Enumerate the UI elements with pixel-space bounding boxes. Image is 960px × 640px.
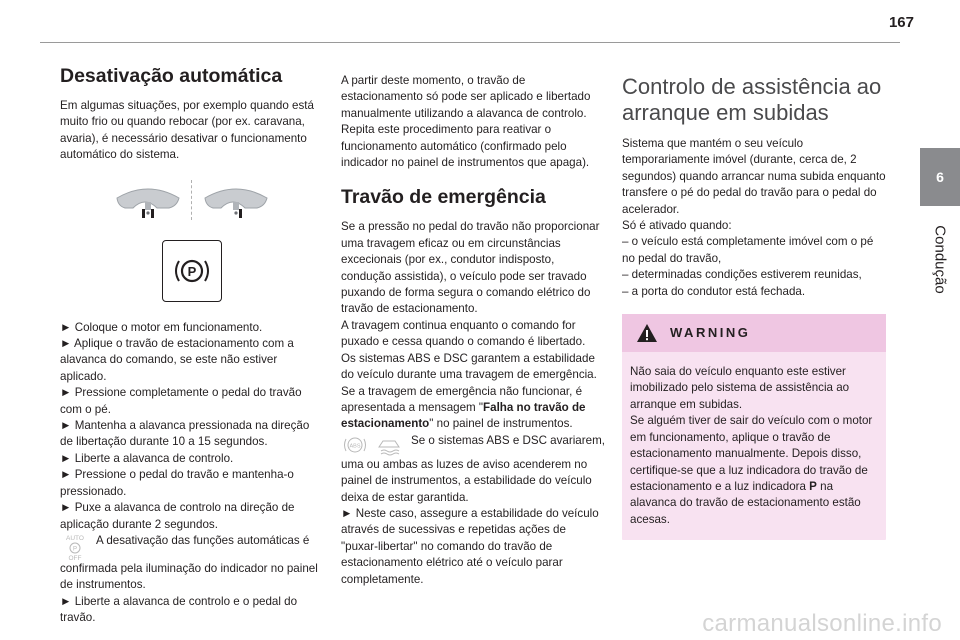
warning-p-letter: P (809, 479, 817, 493)
emergency-para-4-end: " no painel de instrumentos. (429, 417, 573, 431)
abs-label: ABS (349, 443, 361, 450)
condition-1: – o veículo está completamente imóvel com o pé no pedal do travão, (622, 235, 874, 265)
emergency-final-step: ► Neste caso, assegure a estabilidade do veículo através de sucessivas e repetidas ações de "puxar-libertar" no comando do travão de estacionamento elétrico até o veículo parar completamente. (341, 506, 599, 586)
page-number: 167 (888, 14, 914, 31)
step-5: ► Liberte a alavanca de controlo. (60, 451, 234, 465)
auto-deactivation-intro: Em algumas situações, por exemplo quando está muito frio ou quando rebocar (por ex. caravana, avaria), é necessário desativar o funcionamento automático do sistema. (60, 99, 314, 162)
section-heading-hill-start: Controlo de assistência ao arranque em subidas (622, 74, 882, 125)
auto-label: AUTO (66, 534, 84, 542)
warning-para-2-start: Se alguém tiver de sair do veículo com o motor em funcionamento, aplique o travão de estacionamento manualmente. Depois disso, certifique-se que a luz indicadora do travão de estacionamento e a luz indicadora (630, 414, 873, 493)
steering-wheel-apply-icon (199, 178, 273, 220)
emergency-para-4 (341, 384, 605, 433)
manual-mode-intro: A partir deste momento, o travão de estacionamento só pode ser aplicado e libertado manualmente utilizando a alavanca de controlo. Repita este procedimento para reativar o funcionamento automático (confirmado pelo indicador no painel de instrumentos que apaga). (341, 74, 591, 170)
step-7: ► Puxe a alavanca de controlo na direção de aplicação durante 2 segundos. (60, 501, 295, 531)
figure-separator (191, 180, 193, 220)
svg-text:P: P (72, 546, 78, 553)
emergency-para-4-start: Se a travagem de emergência não funcionar, é apresentada a mensagem " (341, 384, 583, 414)
indicator-note (60, 533, 324, 594)
warning-para-2 (630, 413, 876, 528)
abs-note (341, 433, 605, 506)
watermark: carmanualsonline.info (702, 610, 942, 637)
steering-wheel-figure (60, 178, 324, 220)
column-left (60, 64, 324, 627)
warning-triangle-icon (636, 323, 658, 343)
step-1: ► Coloque o motor em funcionamento. (60, 320, 263, 334)
abs-note-text: Se o sistemas ABS e DSC avariarem, uma ou ambas as luzes de aviso acenderem no painel de instrumentos, a estabilidade do veículo deixa de estar garantida. (341, 433, 605, 504)
step-3: ► Pressione completamente o pedal do travão com o pé. (60, 386, 302, 416)
warning-title: WARNING (670, 324, 751, 340)
abs-dsc-warning-icons (341, 433, 405, 457)
chapter-label (924, 214, 956, 304)
step-2: ► Aplique o travão de estacionamento com a alavanca do comando, se este não estiver aplicado. (60, 337, 294, 383)
section-heading-auto-deactivation: Desativação automática (60, 65, 283, 87)
step-4: ► Mantenha a alavanca pressionada na direção de libertação durante 10 a 15 segundos. (60, 419, 310, 449)
parking-brake-switch (162, 240, 222, 302)
emergency-para-2: A travagem continua enquanto o comando for puxado e cessa quando o comando é libertado. (341, 318, 586, 349)
warning-box (622, 314, 886, 540)
steering-wheel-release-icon (111, 178, 185, 220)
final-step: ► Liberte a alavanca de controlo e o pedal do travão. (60, 594, 298, 625)
emergency-para-3: Os sistemas ABS e DSC garantem a estabilidade do veículo durante uma travagem de emergência. (341, 351, 597, 382)
chapter-number: 6 (936, 169, 944, 185)
indicator-note-text: A desativação das funções automáticas é confirmada pela iluminação do indicador no painel de instrumentos. (60, 533, 318, 592)
chapter-title: Condução (931, 224, 949, 294)
hill-start-para-1: Sistema que mantém o seu veículo temporariamente imóvel (durante, cerca de, 2 segundos) quando arrancar numa subida enquanto transfere o pé do pedal do travão para o pedal do acelerador. (622, 137, 886, 216)
warning-para-1: Não saia do veículo enquanto este estiver imobilizado pelo sistema de assistência ao arranque em subidas. (630, 365, 850, 411)
section-heading-emergency-brake: Travão de emergência (341, 186, 546, 209)
column-right (622, 74, 886, 540)
emergency-para-1: Se a pressão no pedal do travão não proporcionar uma travagem eficaz ou em circunstâncias excecionais (por ex., condutor indisposto, condução assistida), o veículo pode ser travado puxando de forma segura o comando elétrico do travão de estacionamento. (341, 220, 600, 316)
svg-text:P: P (187, 263, 197, 279)
column-middle (341, 73, 605, 588)
step-6: ► Pressione o pedal do travão e mantenha-o pressionado. (60, 468, 294, 498)
hill-start-activated-when: Só é ativado quando: (622, 219, 732, 233)
condition-3: – a porta do condutor está fechada. (622, 284, 806, 298)
condition-2: – determinadas condições estiverem reunidas, (622, 268, 862, 282)
off-label: OFF (68, 554, 82, 561)
auto-off-indicator-icon (60, 533, 90, 561)
parking-brake-icon (172, 256, 212, 286)
chapter-tab (920, 148, 960, 206)
emergency-message: Falha no travão de estacionamento (341, 400, 586, 431)
top-rule (40, 42, 900, 43)
warning-body (622, 352, 886, 540)
parking-brake-switch-figure (60, 240, 324, 302)
warning-para-2-end: na alavanca do travão de estacionamento estão acesas. (630, 479, 861, 526)
warning-header (622, 314, 886, 352)
